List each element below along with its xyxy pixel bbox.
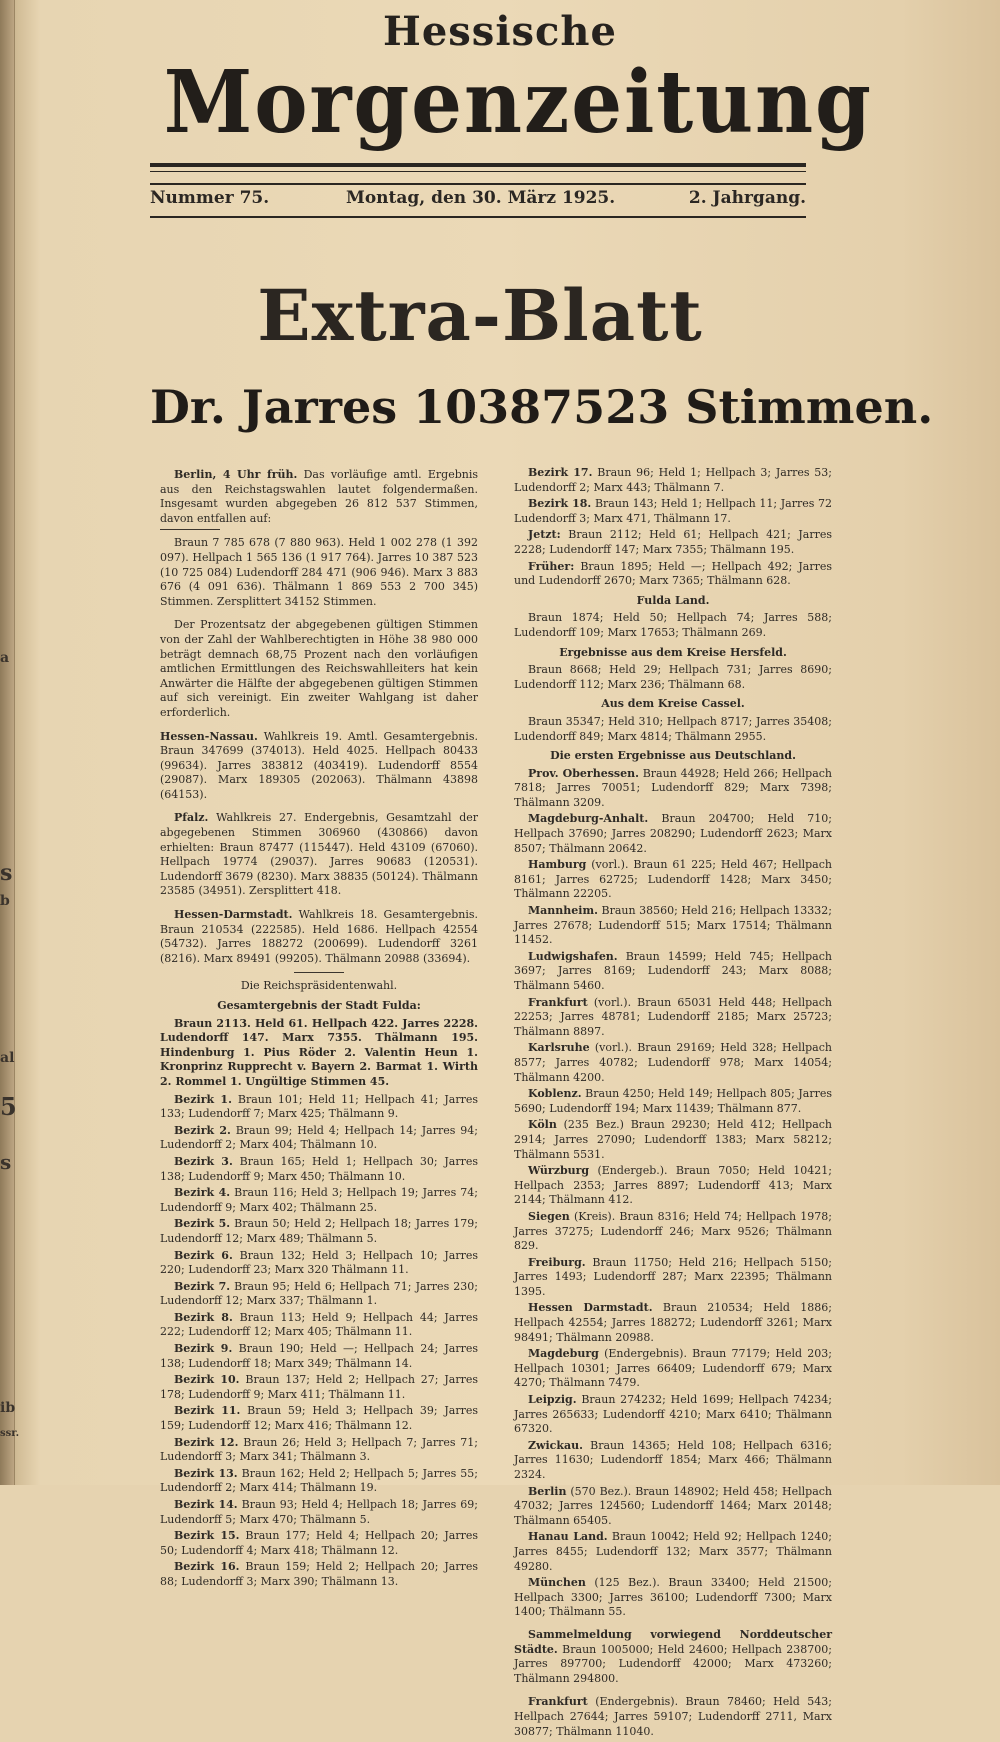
bezirk-entry <box>160 1155 478 1184</box>
city-entry <box>514 1301 832 1345</box>
hessen-nassau-text: Wahlkreis 19. Amtl. Gesamtergebnis. Braun 347699 (374013). Held 4025. Hellpach 80433 (99634). Jarres 383812 (403419). Ludendorff 8554 (29087). Marx 189305 (202063). Thälmann 43898 (64153). <box>160 729 479 801</box>
city-entry-label: Hanau Land. <box>528 1530 608 1544</box>
column-right <box>514 466 832 1742</box>
bezirk-entry-label: Bezirk 5. <box>174 1217 231 1231</box>
bezirk-entry-text: Braun 2112; Held 61; Hellpach 421; Jarres 2228; Ludendorff 147; Marx 7355; Thälmann 195. <box>514 528 832 556</box>
city-entry <box>514 1530 832 1574</box>
margin-fragment: a <box>0 650 10 666</box>
bezirk-entry <box>160 1498 478 1527</box>
divider <box>294 972 344 973</box>
bezirk-entry-label: Bezirk 1. <box>174 1092 232 1106</box>
city-entry-label: Köln <box>528 1118 557 1132</box>
city-entry-text: (vorl.). Braun 29169; Held 328; Hellpach 8577; Jarres 40782; Ludendorff 978; Marx 14054; Thälmann 4200. <box>514 1041 832 1084</box>
margin-fragment: b <box>0 893 10 909</box>
city-entry-label: Prov. Oberhessen. <box>528 766 639 780</box>
city-entry-label: Ludwigshafen. <box>528 949 618 963</box>
city-entry <box>514 1210 832 1254</box>
margin-fragment: s <box>0 860 13 886</box>
issue-date: Montag, den 30. März 1925. <box>346 188 616 208</box>
bezirk-entry-label: Bezirk 12. <box>174 1435 239 1449</box>
bezirk-entry-label: Früher: <box>528 559 575 573</box>
divider <box>160 529 220 530</box>
issue-number: Nummer 75. <box>150 188 270 208</box>
fulda-land-heading: Fulda Land. <box>636 593 710 607</box>
headline: Dr. Jarres 10387523 Stimmen. <box>150 380 934 434</box>
bezirk-entry-label: Bezirk 10. <box>174 1373 240 1387</box>
bezirk-entry-label: Bezirk 18. <box>528 497 592 511</box>
bezirke-list <box>514 466 832 589</box>
city-entry <box>514 1041 832 1085</box>
cassel-heading: Aus dem Kreise Cassel. <box>601 697 745 711</box>
margin-fragment: al <box>0 1050 15 1066</box>
bezirk-entry-text: Braun 95; Held 6; Hellpach 71; Jarres 230; Ludendorff 12; Marx 337; Thälmann 1. <box>160 1279 479 1308</box>
issue-volume: 2. Jahrgang. <box>688 188 806 208</box>
bezirk-entry <box>160 1342 478 1371</box>
bezirk-entry <box>160 1404 478 1433</box>
city-entry-label: Leipzig. <box>528 1393 577 1407</box>
bezirk-entry <box>160 1093 478 1122</box>
bezirk-entry <box>160 1186 478 1215</box>
bezirk-entry-text: Braun 99; Held 4; Hellpach 14; Jarres 94; Ludendorff 2; Marx 404; Thälmann 10. <box>160 1123 478 1152</box>
city-entry <box>514 904 832 948</box>
city-entry <box>514 1576 832 1620</box>
frankfurt-final-lead: Frankfurt <box>528 1695 588 1709</box>
masthead-rule-mid <box>150 183 806 185</box>
bezirk-entry <box>160 1373 478 1402</box>
bezirk-entry-label: Jetzt: <box>528 528 561 542</box>
nord-paragraph <box>514 1628 832 1686</box>
city-entry-text: Braun 14365; Held 108; Hellpach 6316; Jarres 11630; Ludendorff 1854; Marx 466; Thälmann 2324. <box>514 1438 832 1481</box>
bezirk-entry-text: Braun 132; Held 3; Hellpach 10; Jarres 220; Ludendorff 23; Marx 320 Thälmann 11. <box>160 1248 478 1277</box>
city-entry-text: (Endergeb.). Braun 7050; Held 10421; Hellpach 2353; Jarres 8897; Ludendorff 413; Marx 2144; Thälmann 412. <box>514 1164 832 1207</box>
percent-paragraph: Der Prozentsatz der abgegebenen gültigen Stimmen von der Zahl der Wahlberechtigten in Höhe 38 980 000 beträgt demnach 68,75 Prozent nach den vorläufigen amtlichen Ermittlungen des Reichswahlleiters hat kein Anwärter die Hälfte der abgegebenen gültigen Stimmen auf sich vereinigt. Ein zweiter Wahlgang ist daher erforderlich. <box>160 618 478 719</box>
bezirk-entry-text: Braun 137; Held 2; Hellpach 27; Jarres 178; Ludendorff 9; Marx 411; Thälmann 11. <box>160 1373 479 1401</box>
bezirk-entry <box>160 1124 478 1153</box>
bezirk-entry <box>160 1560 478 1589</box>
city-entry-text: Braun 38560; Held 216; Hellpach 13332; Jarres 27678; Ludendorff 515; Marx 17514; Thälmann 11452. <box>514 904 833 947</box>
hessen-darmstadt-lead: Hessen-Darmstadt. <box>174 908 293 922</box>
bezirk-entry-label: Bezirk 8. <box>174 1310 233 1324</box>
hersfeld-paragraph: Braun 8668; Held 29; Hellpach 731; Jarres 8690; Ludendorff 112; Marx 236; Thälmann 68. <box>514 663 832 691</box>
dateline-rule <box>150 216 806 218</box>
fulda-land-paragraph: Braun 1874; Held 50; Hellpach 74; Jarres 588; Ludendorff 109; Marx 17653; Thälmann 269. <box>514 611 832 639</box>
city-entry-label: Frankfurt <box>528 995 588 1009</box>
city-entry <box>514 1118 832 1162</box>
margin-fragment: ssr. <box>0 1428 20 1439</box>
nord-heading: Sammelmeldung vorwiegend Norddeutscher Städte. <box>514 1627 832 1656</box>
intro-text: Das vorläufige amtl. Ergebnis aus den Reichstagswahlen lautet folgendermaßen. Insgesamt wurden abgegeben 26 812 537 Stimmen, davon entfallen auf: <box>160 468 478 525</box>
cities-list <box>514 767 832 1620</box>
city-entry-text: (vorl.). Braun 61 225; Held 467; Hellpach 8161; Jarres 62725; Ludendorff 1428; Marx 3450; Thälmann 22205. <box>514 858 832 901</box>
pfalz-paragraph <box>160 811 478 899</box>
bezirk-entry-label: Bezirk 4. <box>174 1186 231 1200</box>
city-entry-label: Karlsruhe <box>528 1041 590 1055</box>
bezirk-entry-text: Braun 101; Held 11; Hellpach 41; Jarres 133; Ludendorff 7; Marx 425; Thälmann 9. <box>160 1092 478 1121</box>
bezirk-entry-label: Bezirk 15. <box>174 1529 240 1543</box>
city-entry <box>514 812 832 856</box>
bezirk-entry <box>160 1217 478 1246</box>
pfalz-lead: Pfalz. <box>174 811 209 825</box>
city-entry-text: (Kreis). Braun 8316; Held 74; Hellpach 1978; Jarres 37275; Ludendorff 246; Marx 9526; Thälmann 829. <box>514 1209 833 1253</box>
city-entry-label: Würzburg <box>528 1164 590 1178</box>
city-entry <box>514 1164 832 1208</box>
bezirke-list <box>160 1093 478 1590</box>
city-entry <box>514 1393 832 1437</box>
hessen-darmstadt-paragraph <box>160 908 478 966</box>
bezirk-entry-label: Bezirk 2. <box>174 1123 231 1137</box>
bezirk-entry-text: Braun 93; Held 4; Hellpach 18; Jarres 69; Ludendorff 5; Marx 470; Thälmann 5. <box>160 1498 478 1526</box>
dateline <box>150 188 806 214</box>
bezirk-entry <box>160 1467 478 1496</box>
city-entry-text: Braun 204700; Held 710; Hellpach 37690; Jarres 208290; Ludendorff 2623; Marx 8507; Thälmann 20642. <box>514 812 832 855</box>
fulda-heading: Gesamtergebnis der Stadt Fulda: <box>217 999 421 1012</box>
germany-heading: Die ersten Ergebnisse aus Deutschland. <box>550 749 796 763</box>
city-entry-label: Freiburg. <box>528 1255 586 1269</box>
city-entry <box>514 996 832 1040</box>
margin-fragment: 5 <box>0 1092 17 1121</box>
bezirk-entry-text: Braun 165; Held 1; Hellpach 30; Jarres 138; Ludendorff 9; Marx 450; Thälmann 10. <box>160 1154 478 1183</box>
nord-text: Braun 1005000; Held 24600; Hellpach 238700; Jarres 897700; Ludendorff 42000; Marx 473260; Thälmann 294800. <box>514 1642 832 1685</box>
city-entry <box>514 950 832 994</box>
bezirk-entry <box>160 1529 478 1558</box>
bezirk-entry-text: Braun 59; Held 3; Hellpach 39; Jarres 159; Ludendorff 12; Marx 416; Thälmann 12. <box>160 1404 479 1433</box>
city-entry <box>514 1256 832 1300</box>
city-entry <box>514 1439 832 1483</box>
city-entry-label: Berlin <box>528 1484 567 1498</box>
bezirk-entry-label: Bezirk 13. <box>174 1466 238 1480</box>
city-entry-text: Braun 11750; Held 216; Hellpach 5150; Jarres 1493; Ludendorff 287; Marx 22395; Thälmann 1395. <box>514 1255 832 1298</box>
city-entry-label: Zwickau. <box>528 1438 583 1452</box>
bezirk-entry-text: Braun 116; Held 3; Hellpach 19; Jarres 74; Ludendorff 9; Marx 402; Thälmann 25. <box>160 1186 479 1214</box>
bezirk-entry-text: Braun 143; Held 1; Hellpach 11; Jarres 72 Ludendorff 3; Marx 471, Thälmann 17. <box>514 497 833 525</box>
bezirk-entry-label: Bezirk 9. <box>174 1342 233 1356</box>
bezirk-entry-label: Bezirk 17. <box>528 466 593 479</box>
intro-lead: Berlin, 4 Uhr früh. <box>174 468 298 481</box>
bezirk-entry-text: Braun 50; Held 2; Hellpach 18; Jarres 179; Ludendorff 12; Marx 489; Thälmann 5. <box>160 1217 479 1245</box>
hersfeld-heading: Ergebnisse aus dem Kreise Hersfeld. <box>559 645 787 659</box>
bezirk-entry-label: Bezirk 11. <box>174 1404 241 1418</box>
masthead-title: Morgenzeitung <box>163 52 873 153</box>
city-entry <box>514 767 832 811</box>
frankfurt-final-text: (Endergebnis). Braun 78460; Held 543; Hellpach 27644; Jarres 59107; Ludendorff 2711, Marx 30877; Thälmann 11040. <box>514 1695 832 1738</box>
bezirk-entry-text: Braun 162; Held 2; Hellpach 5; Jarres 55; Ludendorff 2; Marx 414; Thälmann 19. <box>160 1466 478 1495</box>
city-entry-text: Braun 44928; Held 266; Hellpach 7818; Jarres 70051; Ludendorff 829; Marx 7398; Thälmann 3209. <box>514 766 832 809</box>
city-entry <box>514 858 832 902</box>
bezirk-entry <box>160 1311 478 1340</box>
bezirk-entry-text: Braun 159; Held 2; Hellpach 20; Jarres 88; Ludendorff 3; Marx 390; Thälmann 13. <box>160 1560 479 1588</box>
bezirk-entry <box>160 1280 478 1309</box>
city-entry-label: Magdeburg-Anhalt. <box>528 812 649 826</box>
city-entry-text: (570 Bez.). Braun 148902; Held 458; Hellpach 47032; Jarres 124560; Ludendorff 1464; Marx 20148; Thälmann 65405. <box>514 1484 833 1527</box>
city-entry-text: Braun 10042; Held 92; Hellpach 1240; Jarres 8455; Ludendorff 132; Marx 3577; Thälmann 49280. <box>514 1530 832 1573</box>
bezirk-entry-text: Braun 96; Held 1; Hellpach 3; Jarres 53; Ludendorff 2; Marx 443; Thälmann 7. <box>514 466 833 494</box>
bezirk-entry <box>514 528 832 557</box>
city-entry-label: Hessen Darmstadt. <box>528 1301 653 1315</box>
bezirk-entry-text: Braun 113; Held 9; Hellpach 44; Jarres 222; Ludendorff 12; Marx 405; Thälmann 11. <box>160 1310 478 1339</box>
fulda-paragraph: Braun 2113. Held 61. Hellpach 422. Jarres 2228. Ludendorff 147. Marx 7355. Thälmann 195. Hindenburg 1. Pius Röder 2. Valentin Heun 1. Kronprinz Rupprecht v. Bayern 2. Barmat 1. Wirth 2. Rommel 1. Ungültige Stimmen 45. <box>160 1016 478 1088</box>
city-entry-text: (Endergebnis). Braun 77179; Held 203; Hellpach 10301; Jarres 66409; Ludendorff 679; Marx 4270; Thälmann 7479. <box>514 1347 832 1390</box>
city-entry <box>514 1087 832 1116</box>
city-entry-text: (vorl.). Braun 65031 Held 448; Hellpach 22253; Jarres 48781; Ludendorff 2185; Marx 25723; Thälmann 8897. <box>514 995 832 1038</box>
city-entry-text: Braun 4250; Held 149; Hellpach 805; Jarres 5690; Ludendorff 194; Marx 11439; Thälmann 877. <box>514 1087 832 1115</box>
masthead-kicker: Hessische <box>383 8 617 55</box>
bezirk-entry <box>160 1249 478 1278</box>
bezirk-entry-label: Bezirk 14. <box>174 1498 238 1511</box>
binding-spine <box>0 0 15 1485</box>
extra-blatt-title: Extra-Blatt <box>257 274 703 357</box>
city-entry-label: Hamburg <box>528 858 587 872</box>
hessen-nassau-paragraph <box>160 730 478 803</box>
city-entry-label: Siegen <box>528 1209 570 1223</box>
city-entry <box>514 1485 832 1529</box>
totals-paragraph: Braun 7 785 678 (7 880 963). Held 1 002 278 (1 392 097). Hellpach 1 565 136 (1 917 764). Jarres 10 387 523 (10 725 084) Ludendorff 284 471 (906 946). Marx 3 883 676 (4 091 636). Thälmann 1 869 553 2 700 345) Stimmen. Zersplittert 34152 Stimmen. <box>160 536 478 608</box>
bezirk-entry <box>514 466 832 495</box>
column-left <box>160 468 478 1592</box>
hessen-nassau-lead: Hessen-Nassau. <box>160 729 258 743</box>
frankfurt-final-paragraph <box>514 1695 832 1739</box>
cassel-paragraph: Braun 35347; Held 310; Hellpach 8717; Jarres 35408; Ludendorff 849; Marx 4814; Thälmann 2955. <box>514 714 832 743</box>
bezirk-entry <box>514 497 832 526</box>
city-entry-label: Mannheim. <box>528 904 598 918</box>
masthead-rule-thin <box>150 171 806 172</box>
margin-fragment: ib <box>0 1400 16 1416</box>
intro-paragraph <box>160 468 478 526</box>
masthead-rule-top <box>150 163 806 167</box>
bezirk-entry-text: Braun 1895; Held —; Hellpach 492; Jarres und Ludendorff 2670; Marx 7365; Thälmann 628. <box>514 559 832 588</box>
bezirk-entry-text: Braun 190; Held —; Hellpach 24; Jarres 138; Ludendorff 18; Marx 349; Thälmann 14. <box>160 1342 478 1370</box>
bezirk-entry <box>514 560 832 589</box>
city-entry-label: Magdeburg <box>528 1347 599 1361</box>
city-entry-text: Braun 210534; Held 1886; Hellpach 42554; Jarres 188272; Ludendorff 3261; Marx 98491; Thälmann 20988. <box>514 1301 832 1344</box>
city-entry-text: Braun 14599; Held 745; Hellpach 3697; Jarres 8169; Ludendorff 243; Marx 8088; Thälmann 5460. <box>514 949 832 992</box>
city-entry-text: Braun 274232; Held 1699; Hellpach 74234; Jarres 265633; Ludendorff 4210; Marx 6410; Thälmann 67320. <box>514 1393 833 1436</box>
bezirk-entry-text: Braun 26; Held 3; Hellpach 7; Jarres 71; Ludendorff 3; Marx 341; Thälmann 3. <box>160 1435 479 1464</box>
city-entry <box>514 1347 832 1391</box>
city-entry-label: Koblenz. <box>528 1087 582 1101</box>
bezirk-entry-label: Bezirk 6. <box>174 1248 233 1262</box>
city-entry-text: (125 Bez.). Braun 33400; Held 21500; Hellpach 3300; Jarres 36100; Ludendorff 7300; Marx 1400; Thälmann 55. <box>514 1576 833 1619</box>
city-entry-text: (235 Bez.) Braun 29230; Held 412; Hellpach 2914; Jarres 27090; Ludendorff 1383; Marx 58212; Thälmann 5531. <box>514 1118 832 1161</box>
pfalz-text: Wahlkreis 27. Endergebnis, Gesamtzahl der abgegebenen Stimmen 306960 (430866) davon erhielten: Braun 87477 (115447). Held 43109 (67060). Hellpach 19774 (29037). Jarres 90683 (120531). Ludendorff 3679 (8230). Marx 38835 (50124). Thälmann 23585 (34951). Zersplittert 418. <box>160 811 479 898</box>
bezirk-entry-label: Bezirk 7. <box>174 1279 231 1293</box>
bezirk-entry-label: Bezirk 16. <box>174 1560 240 1574</box>
bezirk-entry-label: Bezirk 3. <box>174 1154 233 1168</box>
section-heading: Die Reichspräsidentenwahl. <box>240 979 398 993</box>
city-entry-label: München <box>528 1576 586 1590</box>
bezirk-entry-text: Braun 177; Held 4; Hellpach 20; Jarres 50; Ludendorff 4; Marx 418; Thälmann 12. <box>160 1529 479 1557</box>
bezirk-entry <box>160 1436 478 1465</box>
hessen-darmstadt-text: Wahlkreis 18. Gesamtergebnis. Braun 210534 (222585). Held 1686. Hellpach 42554 (54732). Jarres 188272 (200699). Ludendorff 3261 (8216). Marx 89491 (99205). Thälmann 20988 (33694). <box>160 908 478 965</box>
margin-fragment: s <box>0 1150 12 1174</box>
